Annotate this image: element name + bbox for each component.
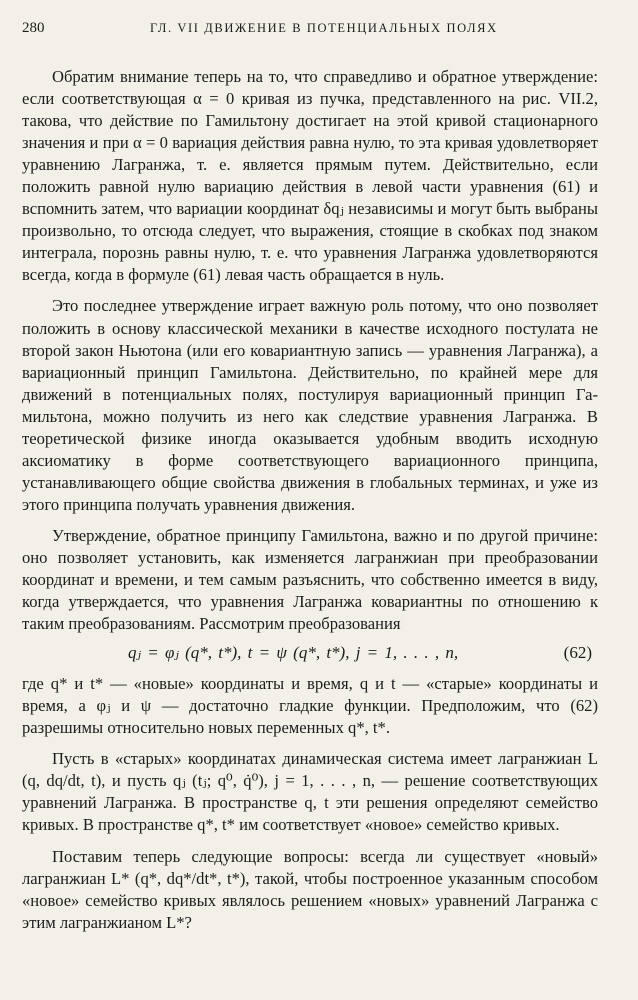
page-body <box>22 66 598 943</box>
paragraph-transformations: Утверждение, обратное принципу Гамильтона, важно и по другой причине: оно позволяет установить, как изменяется лагранжиан при преобразовании координат и времени, и тем самым разъяснить, что собственно имеется в виду, когда утверждается, что уравнения Лагранжа ковариантны по отношению к таким преобразованиям. Рассмотрим преобразования <box>22 525 598 634</box>
running-head: ГЛ. VII ДВИЖЕНИЕ В ПОТЕНЦИАЛЬНЫХ ПОЛЯХ <box>150 21 498 35</box>
paragraph-after-equation: где q* и t* — «новые» координаты и время, q и t — «старые» координаты и время, а φⱼ и ψ — достаточно гладкие функции. Предположим, что (62) разрешимы относительно новых переменных q*, t*. <box>22 674 598 738</box>
paragraph-hamilton-principle: Это последнее утверждение играет важную роль потому, что оно позволяет положить в основу классической механики в качестве исходного постулата не второй закон Ньютона (или его ковариантную запись — уравнения Лагранжа), а вариационный принцип Гамильтона. Действительно, по крайней мере для движений в потенциальных полях, постулируя вариационный принцип Гамильтона, можно получить из него как следствие уравнения Лагранжа. В теоретической физике иногда оказывается удобным вводить исходную аксиоматику в форме соответствующего вариационного принципа, устанавливающего общие свойства движения в глобальных терминах, и уже из этого принципа получать уравнения движения. <box>22 296 598 514</box>
equation-formula: qⱼ = φⱼ (q*, t*), t = ψ (q*, t*), j = 1, . . . , n, <box>128 643 459 663</box>
paragraph-old-lagrangian: Пусть в «старых» координатах динамическая система имеет лагранжиан L (q, dq/dt, t), и пусть qⱼ (tⱼ; q⁰, q̇⁰), j = 1, . . . , n, — решение соответствующих уравнений Лагранжа. В пространстве q, t эти решения определяют семейство кривых. В пространстве q*, t* им соответствует «новое» семейство кривых. <box>22 749 598 835</box>
paragraph-new-lagrangian-question: Поставим теперь следующие вопросы: всегда ли существует «новый» лагранжиан L* (q*, dq*/dt*, t*), такой, чтобы построенное указанным способом «новое» семейство кривых являлось решением «новых» уравнений Лагранжа с этим лагранжианом L*? <box>22 846 598 932</box>
paragraph-converse-statement: Обратим внимание теперь на то, что справедливо и обратное утверждение: если соответствующая α = 0 кривая из пучка, представленного на рис. VII.2, такова, что действие по Гамильтону достигает на этой кривой стационарного значения и при α = 0 вариация действия равна нулю, то эта кривая удовлетворяет уравнению Лагранжа, т. е. является прямым путем. Действительно, если положить равной нулю вариацию действия в левой части уравнения (61) и вспомнить затем, что вариации координат δqⱼ независимы и могут быть выбраны произвольно, то отсюда следует, что выражения, стоящие в скобках под знаком интеграла, порознь равны нулю, т. е. что уравнения Лагранжа удовлетворяются всегда, когда в формуле (61) левая часть обращается в нуль. <box>22 67 598 285</box>
page-number: 280 <box>22 20 45 36</box>
equation-number: (62) <box>563 643 592 663</box>
equation-62 <box>22 639 598 669</box>
page-header <box>22 20 598 42</box>
